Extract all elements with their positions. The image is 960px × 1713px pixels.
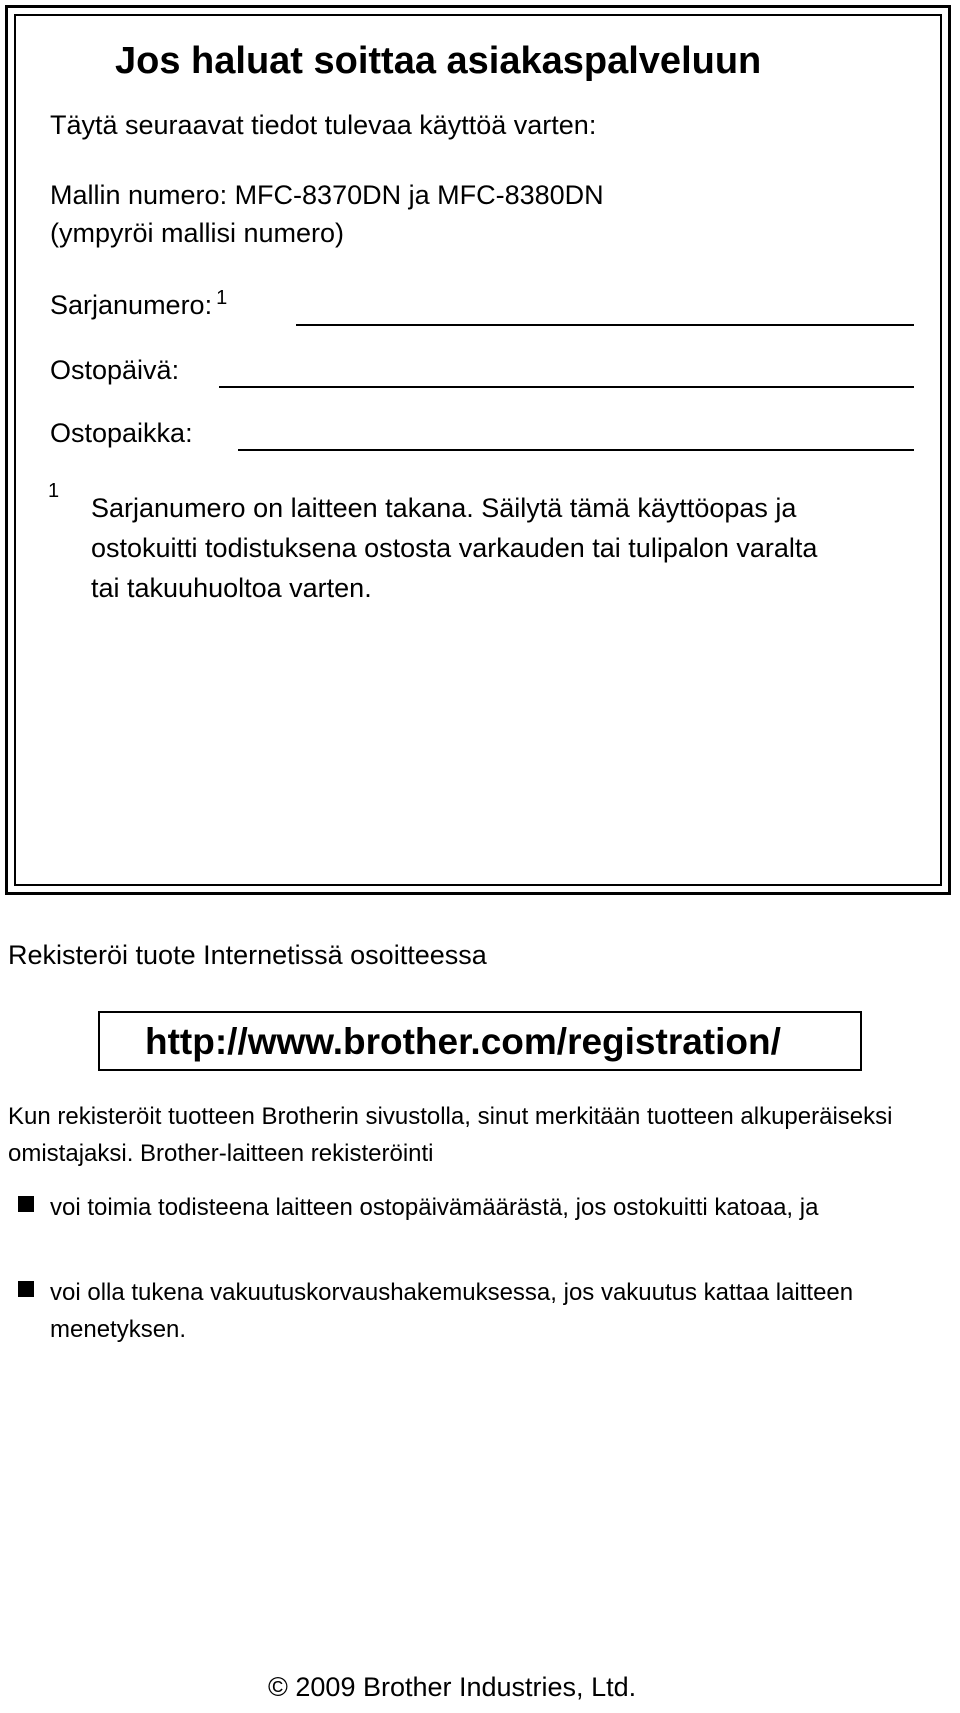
footnote-text: Sarjanumero on laitteen takana. Säilytä tämä käyttöopas ja ostokuitti todistuksena ostosta varkauden tai tulipalon varalta tai takuuhuoltoa varten.: [91, 493, 818, 603]
purchase-place-blank: [238, 449, 914, 451]
contact-box-title: Jos haluat soittaa asiakaspalveluun: [115, 40, 762, 82]
registration-url-box: [98, 1011, 862, 1071]
square-bullet-icon: [18, 1196, 34, 1212]
purchase-date-label: Ostopäivä:: [50, 355, 180, 385]
footnote-mark: 1: [48, 480, 60, 502]
copyright-notice: © 2009 Brother Industries, Ltd.: [268, 1672, 637, 1702]
list-item-text: voi olla tukena vakuutuskorvaushakemuksessa, jos vakuutus kattaa laitteen menetyksen.: [50, 1279, 854, 1343]
serial-number-row: [50, 287, 228, 321]
registration-heading: Rekisteröi tuote Internetissä osoitteessa: [8, 940, 487, 970]
purchase-date-blank: [219, 386, 914, 388]
serial-number-label: Sarjanumero:: [50, 290, 213, 320]
fill-in-instruction: Täytä seuraavat tiedot tulevaa käyttöä varten:: [50, 110, 597, 140]
model-number-note: (ympyröi mallisi numero): [50, 218, 345, 248]
serial-footnote-ref: 1: [216, 287, 228, 309]
purchase-place-label: Ostopaikka:: [50, 418, 193, 448]
serial-number-blank: [296, 324, 914, 326]
list-item-text: voi toimia todisteena laitteen ostopäivämäärästä, jos ostokuitti katoaa, ja: [50, 1194, 819, 1221]
square-bullet-icon: [18, 1281, 34, 1297]
model-number-line: Mallin numero: MFC-8370DN ja MFC-8380DN: [50, 180, 604, 210]
registration-intro: Kun rekisteröit tuotteen Brotherin sivustolla, sinut merkitään tuotteen alkuperäiseksi omistajaksi. Brother-laitteen rekisteröinti: [8, 1103, 893, 1167]
registration-url: http://www.brother.com/registration/: [145, 1021, 781, 1062]
